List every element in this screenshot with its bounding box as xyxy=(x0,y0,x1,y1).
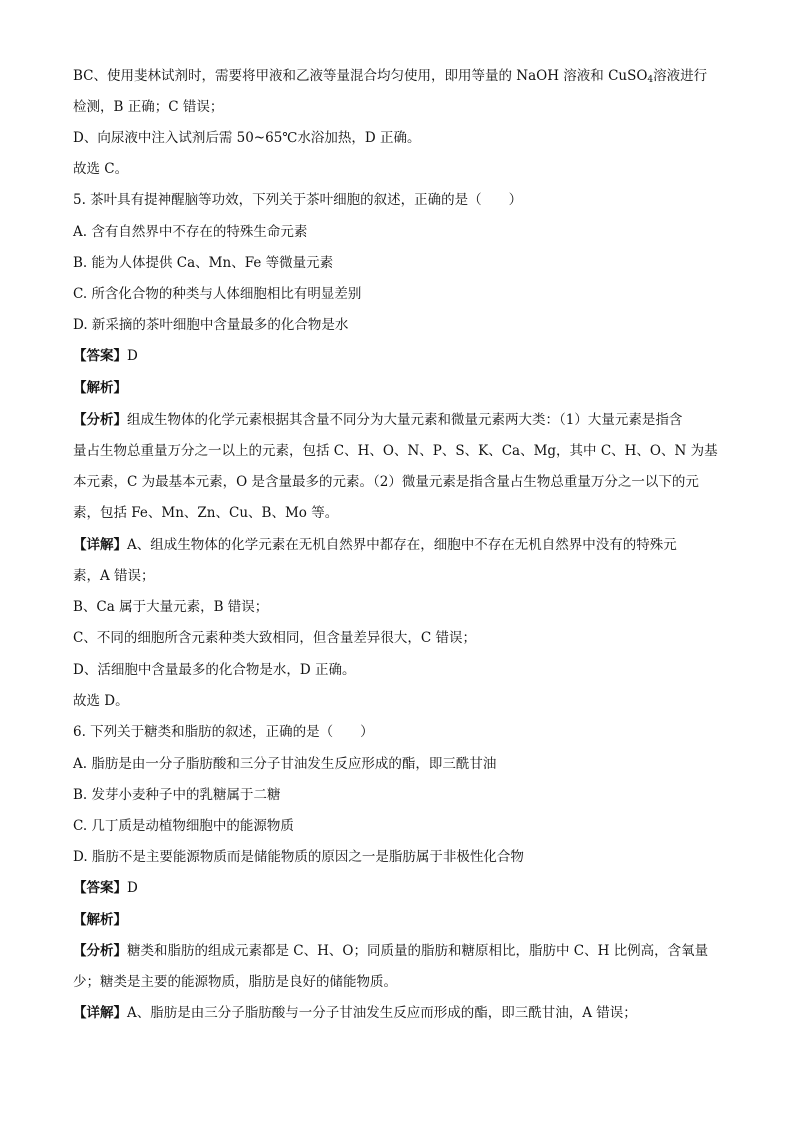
fenxi-text: 组成生物体的化学元素根据其含量不同分为大量元素和微量元素两大类：（1）大量元素是指含 xyxy=(127,412,683,428)
xiangjie-text: A、组成生物体的化学元素在无机自然界中都存在，细胞中不存在无机自然界中没有的特殊元 xyxy=(127,537,677,553)
q4-choice: 故选 C。 xyxy=(73,161,129,177)
q5-analysis-heading xyxy=(73,378,733,398)
q6-option-c: C. 几丁质是动植物细胞中的能源物质 xyxy=(73,818,294,834)
q5-fenxi-line-1 xyxy=(73,410,733,430)
q4-bc-line-1 xyxy=(73,66,733,86)
q5-fenxi-line-4: 素，包括 Fe、Mn、Zn、Cu、B、Mo 等。 xyxy=(73,505,339,521)
q5-fenxi-line-3: 本元素，C 为最基本元素，O 是含量最多的元素。（2）微量元素是指含量占生物总重量万分之一以下的元 xyxy=(73,474,699,490)
q5-option-b: B. 能为人体提供 Ca、Mn、Fe 等微量元素 xyxy=(73,255,334,271)
answer-tag: 【答案】 xyxy=(73,880,127,896)
xiangjie-tag: 【详解】 xyxy=(73,1005,127,1021)
fenxi-tag: 【分析】 xyxy=(73,412,127,428)
xiangjie-tag: 【详解】 xyxy=(73,537,127,553)
fenxi-text: 糖类和脂肪的组成元素都是 C、H、O；同质量的脂肪和糖原相比，脂肪中 C、H 比例高，含氧量 xyxy=(127,943,709,959)
q5-fenxi-line-2: 量占生物总重量万分之一以上的元素，包括 C、H、O、N、P、S、K、Ca、Mg，其中 C、H、O、N 为基 xyxy=(73,443,718,459)
q6-fenxi-line-1 xyxy=(73,941,733,961)
answer-value: D xyxy=(127,348,138,364)
q4-bc-line-2: 检测，B 正确；C 错误； xyxy=(73,99,224,115)
q5-question: 5. 茶叶具有提神醒脑等功效，下列关于茶叶细胞的叙述，正确的是（ ） xyxy=(73,192,523,208)
sulfate-subscript: 4 xyxy=(647,75,654,85)
q6-analysis-heading xyxy=(73,910,733,930)
answer-tag: 【答案】 xyxy=(73,348,127,364)
q5-answer xyxy=(73,346,733,366)
q6-option-d: D. 脂肪不是主要能源物质而是储能物质的原因之一是脂肪属于非极性化合物 xyxy=(73,849,524,865)
q5-xiangjie-line-5: D、活细胞中含量最多的化合物是水，D 正确。 xyxy=(73,662,356,678)
q5-xiangjie-line-1 xyxy=(73,535,733,555)
q5-choice: 故选 D。 xyxy=(73,693,129,709)
analysis-tag: 【解析】 xyxy=(73,380,127,396)
q5-option-c: C. 所含化合物的种类与人体细胞相比有明显差别 xyxy=(73,286,362,302)
q6-xiangjie-line-1 xyxy=(73,1003,733,1023)
q5-xiangjie-line-2: 素，A 错误； xyxy=(73,568,155,584)
xiangjie-text: A、脂肪是由三分子脂肪酸与一分子甘油发生反应而形成的酯，即三酰甘油，A 错误； xyxy=(127,1005,637,1021)
fenxi-tag: 【分析】 xyxy=(73,943,127,959)
answer-value: D xyxy=(127,880,138,896)
q6-question: 6. 下列关于糖类和脂肪的叙述，正确的是（ ） xyxy=(73,724,374,740)
q6-answer xyxy=(73,878,733,898)
q6-fenxi-line-2: 少；糖类是主要的能源物质，脂肪是良好的储能物质。 xyxy=(73,974,397,990)
q4-d-line: D、向尿液中注入试剂后需 50~65℃水浴加热，D 正确。 xyxy=(73,130,421,146)
q4-bc-text: BC、使用斐林试剂时，需要将甲液和乙液等量混合均匀使用，即用等量的 NaOH 溶液和 CuSO xyxy=(73,68,648,84)
q6-option-a: A. 脂肪是由一分子脂肪酸和三分子甘油发生反应形成的酯，即三酰甘油 xyxy=(73,756,497,772)
q5-option-a: A. 含有自然界中不存在的特殊生命元素 xyxy=(73,224,308,240)
q5-xiangjie-line-3: B、Ca 属于大量元素，B 错误； xyxy=(73,599,269,615)
analysis-tag: 【解析】 xyxy=(73,912,127,928)
q4-bc-text-end: 溶液进行 xyxy=(653,68,708,84)
q5-option-d: D. 新采摘的茶叶细胞中含量最多的化合物是水 xyxy=(73,317,349,333)
q6-option-b: B. 发芽小麦种子中的乳糖属于二糖 xyxy=(73,787,281,803)
q5-xiangjie-line-4: C、不同的细胞所含元素种类大致相同，但含量差异很大，C 错误； xyxy=(73,630,476,646)
